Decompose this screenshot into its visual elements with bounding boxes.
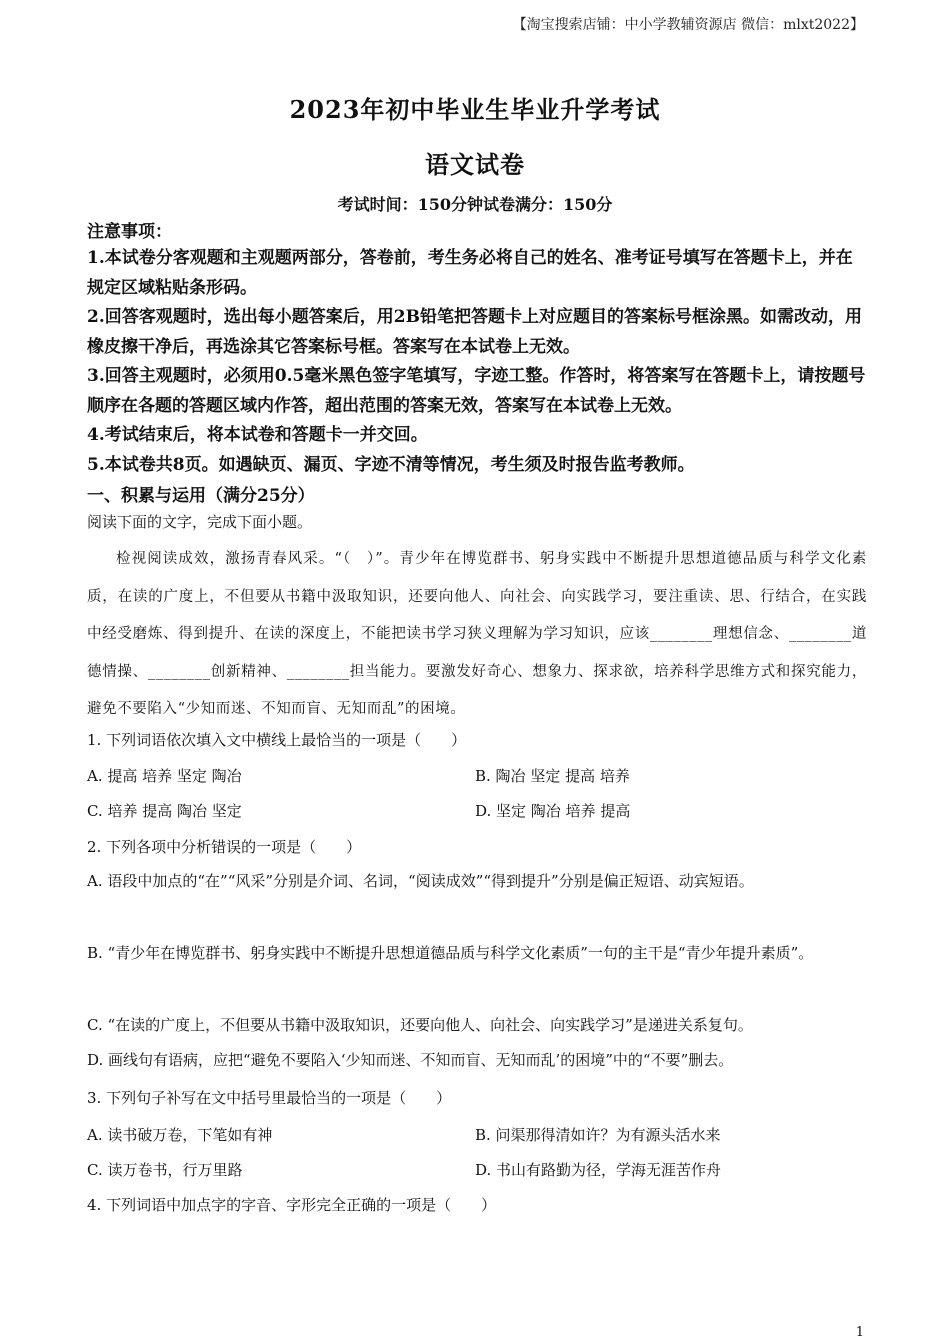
exam-title: 2023年初中毕业生毕业升学考试 (289, 95, 661, 124)
exam-subject: 语文试卷 (425, 150, 525, 179)
page-number: 1 (855, 1325, 864, 1340)
question-3-option-c: C. 读万卷书，行万里路 (87, 1161, 243, 1179)
notice-item: 2.回答客观题时，选出每小题答案后，用2B铅笔把答题卡上对应题目的答案标号框涂黑。如需改动，用橡皮擦干净后，再选涂其它答案标号框。答案写在本试卷上无效。 (87, 307, 862, 357)
question-3-option-d: D. 书山有路勤为径，学海无涯苦作舟 (475, 1161, 722, 1179)
reading-passage: 检视阅读成效，激扬青春风采。“（ ）”。青少年在博览群书、躬身实践中不断提升思想道德品质与科学文化素质，在读的广度上，不但要从书籍中汲取知识，还要向他人、向社会、向实践学习，要注重读、思、行结合，在实践中经受磨炼、得到提升、在读的深度上，不能把读书学习狭义理解为学习知识，应该________理想信念、________道德情操、________创新精神、________担当能力。要激发好奇心、想象力、探求欲，培养科学思维方式和探究能力，避免不要陷入“少知而迷、不知而盲、无知而乱”的困境。 (87, 551, 867, 717)
notices-heading: 注意事项： (87, 222, 172, 242)
question-1-stem: 1. 下列词语依次填入文中横线上最恰当的一项是（ ） (87, 731, 467, 749)
question-2-option-c: C. “在读的广度上，不但要从书籍中汲取知识，还要向他人、向社会、向实践学习”是递进关系复句。 (87, 1016, 753, 1034)
question-4-stem: 4. 下列词语中加点字的字音、字形完全正确的一项是（ ） (87, 1196, 497, 1214)
notice-item: 4.考试结束后，将本试卷和答题卡一并交回。 (87, 425, 428, 445)
notice-item: 1.本试卷分客观题和主观题两部分，答卷前，考生务必将自己的姓名、准考证号填写在答题卡上，并在规定区域粘贴条形码。 (87, 248, 853, 298)
notice-item: 5.本试卷共8页。如遇缺页、漏页、字迹不清等情况，考生须及时报告监考教师。 (87, 454, 695, 475)
question-1-option-a: A. 提高 培养 坚定 陶冶 (87, 767, 242, 785)
header-note: 【淘宝搜索店铺：中小学教辅资源店 微信：mlxt2022】 (512, 17, 864, 33)
question-1-option-d: D. 坚定 陶冶 培养 提高 (475, 802, 631, 820)
reading-instruction: 阅读下面的文字，完成下面小题。 (87, 513, 313, 531)
exam-time-score: 考试时间：150分钟试卷满分：150分 (337, 195, 613, 214)
notice-item: 3.回答主观题时，必须用0.5毫米黑色签字笔填写，字迹工整。作答时，将答案写在答题卡上，请按题号顺序在各题的答题区域内作答，超出范围的答案无效，答案写在本试卷上无效。 (87, 366, 866, 416)
question-2-stem: 2. 下列各项中分析错误的一项是（ ） (87, 838, 362, 856)
question-1-option-b: B. 陶冶 坚定 提高 培养 (475, 767, 630, 785)
question-3-option-b: B. 问渠那得清如许？为有源头活水来 (475, 1126, 721, 1144)
notices-block (87, 220, 867, 480)
question-2-option-d: D. 画线句有语病，应把“避免不要陷入‘少知而迷、不知而盲、无知而乱’的困境”中的“不要”删去。 (87, 1051, 734, 1069)
section-title: 一、积累与运用（满分25分） (87, 486, 315, 506)
question-1-option-c: C. 培养 提高 陶冶 坚定 (87, 802, 242, 820)
question-3-option-a: A. 读书破万卷，下笔如有神 (87, 1126, 273, 1144)
question-2-option-b: B. “青少年在博览群书、躬身实践中不断提升思想道德品质与科学文化素质”一句的主干是“青少年提升素质”。 (87, 944, 814, 962)
question-2-option-a: A. 语段中加点的“在”“风采”分别是介词、名词，“阅读成效”“得到提升”分别是偏正短语、动宾短语。 (87, 872, 754, 890)
question-3-stem: 3. 下列句子补写在文中括号里最恰当的一项是（ ） (87, 1089, 452, 1107)
